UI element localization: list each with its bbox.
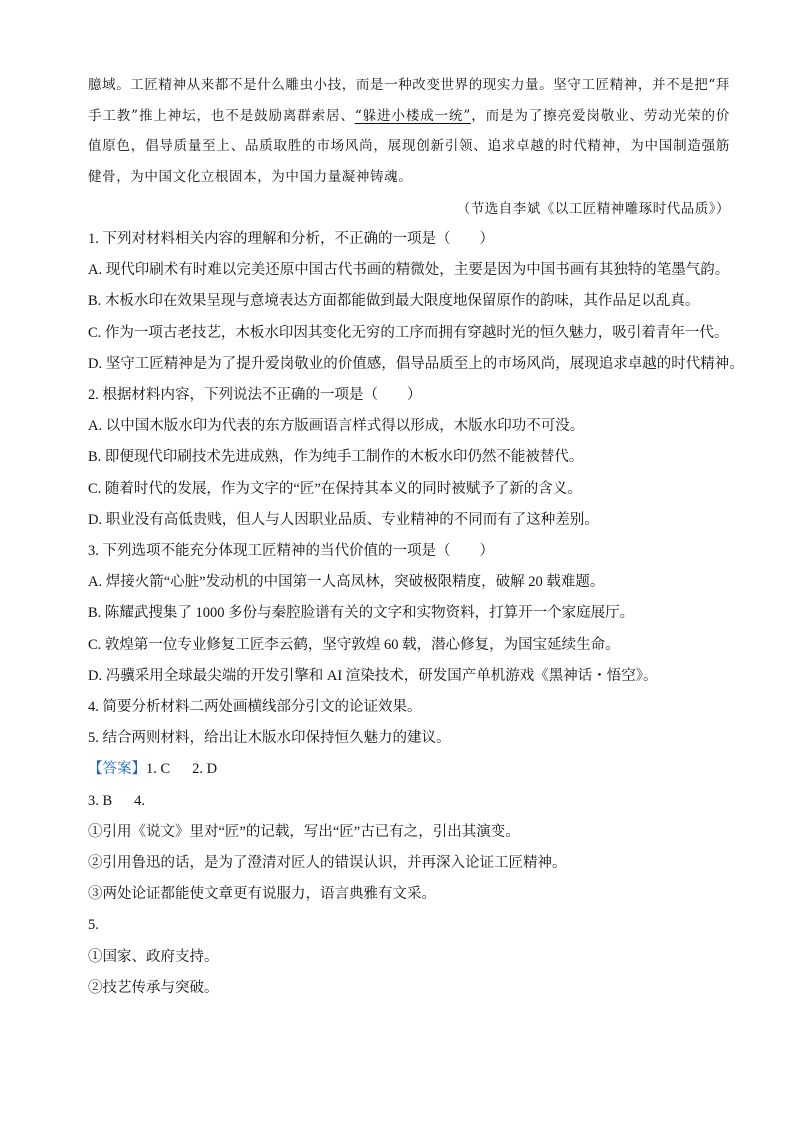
question-1-option-c: C. 作为一项古老技艺，木板水印因其变化无穷的工序而拥有穿越时光的恒久魅力，吸引着青年一代。 bbox=[88, 324, 729, 341]
question-2-option-c: C. 随着时代的发展，作为文字的“匠”在保持其本义的同时被赋予了新的含义。 bbox=[88, 480, 582, 497]
question-1-stem: 1. 下列对材料相关内容的理解和分析，不正确的一项是（ ） bbox=[88, 231, 494, 247]
question-2-option-b: B. 即便现代印刷技术先进成熟，作为纯手工制作的木板水印仍然不能被替代。 bbox=[88, 449, 584, 466]
question-1-option-b: B. 木板水印在效果呈现与意境表达方面都能做到最大限度地保留原作的韵味，其作品足以乱真。 bbox=[88, 293, 700, 310]
passage-text-a: 臆域。工匠精神从来都不是什么雕虫小技，而是一种改变世界的现实力量。坚守工匠精神，并不是把“拜手工教”推上神坛，也不是鼓励离群索居、 bbox=[88, 77, 730, 124]
question-1-option-d: D. 坚守工匠精神是为了提升爱岗敬业的价值感，倡导品质至上的市场风尚，展现追求卓越的时代精神。 bbox=[88, 355, 744, 372]
answer-4-point-3: ③两处论证都能使文章更有说服力，语言典雅有文采。 bbox=[88, 886, 436, 903]
passage-source: （节选自李斌《以工匠精神雕琢时代品质》） bbox=[456, 201, 730, 217]
passage-paragraph bbox=[88, 70, 730, 192]
passage-text-c: ，而是为了擦亮爱岗敬业、劳动光荣的价值原色，倡导质量至上、品质取胜的市场风尚，展现创新引领、追求卓越的时代精神，为中国制造强筋健骨，为中国文化立根固本，为中国力量凝神铸魂。 bbox=[88, 107, 730, 185]
question-3-option-c: C. 敦煌第一位专业修复工匠李云鹤，坚守敦煌 60 载，潜心修复，为国宝延续生命。 bbox=[88, 636, 620, 653]
question-3-option-a: A. 焊接火箭“心脏”发动机的中国第一人高凤林，突破极限精度，破解 20 载难题。 bbox=[88, 574, 605, 591]
question-2-stem: 2. 根据材料内容，下列说法不正确的一项是（ ） bbox=[88, 387, 422, 404]
answer-3: 3. B bbox=[88, 792, 113, 809]
answer-5-point-2: ②技艺传承与突破。 bbox=[88, 979, 219, 996]
question-3-stem: 3. 下列选项不能充分体现工匠精神的当代价值的一项是（ ） bbox=[88, 543, 494, 560]
question-2-option-d: D. 职业没有高低贵贱，但人与人因职业品质、专业精神的不同而有了这种差别。 bbox=[88, 511, 599, 528]
question-2-option-a: A. 以中国木版水印为代表的东方版画语言样式得以形成，木版水印功不可没。 bbox=[88, 418, 585, 435]
question-4: 4. 简要分析材料二两处画横线部分引文的论证效果。 bbox=[88, 699, 422, 716]
answer-line-2 bbox=[88, 786, 730, 817]
question-3-option-b: B. 陈耀武搜集了 1000 多份与秦腔脸谱有关的文字和实物资料，打算开一个家庭展厅。 bbox=[88, 605, 635, 622]
question-1-option-a: A. 现代印刷术有时难以完美还原中国古代书画的精微处，主要是因为中国书画有其独特的笔墨气韵。 bbox=[88, 262, 730, 279]
answer-5-label: 5. bbox=[88, 917, 99, 934]
question-3-option-d: D. 冯骥采用全球最尖端的开发引擎和 AI 渲染技术，研发国产单机游戏《黑神话・悟空》。 bbox=[88, 667, 658, 684]
answer-4-label: 4. bbox=[134, 792, 146, 809]
answer-1: 1. C bbox=[146, 761, 171, 778]
answer-5-point-1: ①国家、政府支持。 bbox=[88, 948, 219, 965]
answer-line-1 bbox=[88, 754, 730, 785]
answer-4-point-1: ①引用《说文》里对“匠”的记载，写出“匠”古已有之，引出其演变。 bbox=[88, 823, 520, 840]
answer-tag: 【答案】 bbox=[88, 761, 146, 778]
answer-2: 2. D bbox=[192, 761, 218, 778]
question-5: 5. 结合两则材料，给出让木版水印保持恒久魅力的建议。 bbox=[88, 730, 451, 747]
underlined-quote: “躲进小楼成一统” bbox=[354, 107, 471, 124]
answer-4-point-2: ②引用鲁迅的话，是为了澄清对匠人的错误认识，并再深入论证工匠精神。 bbox=[88, 855, 567, 872]
